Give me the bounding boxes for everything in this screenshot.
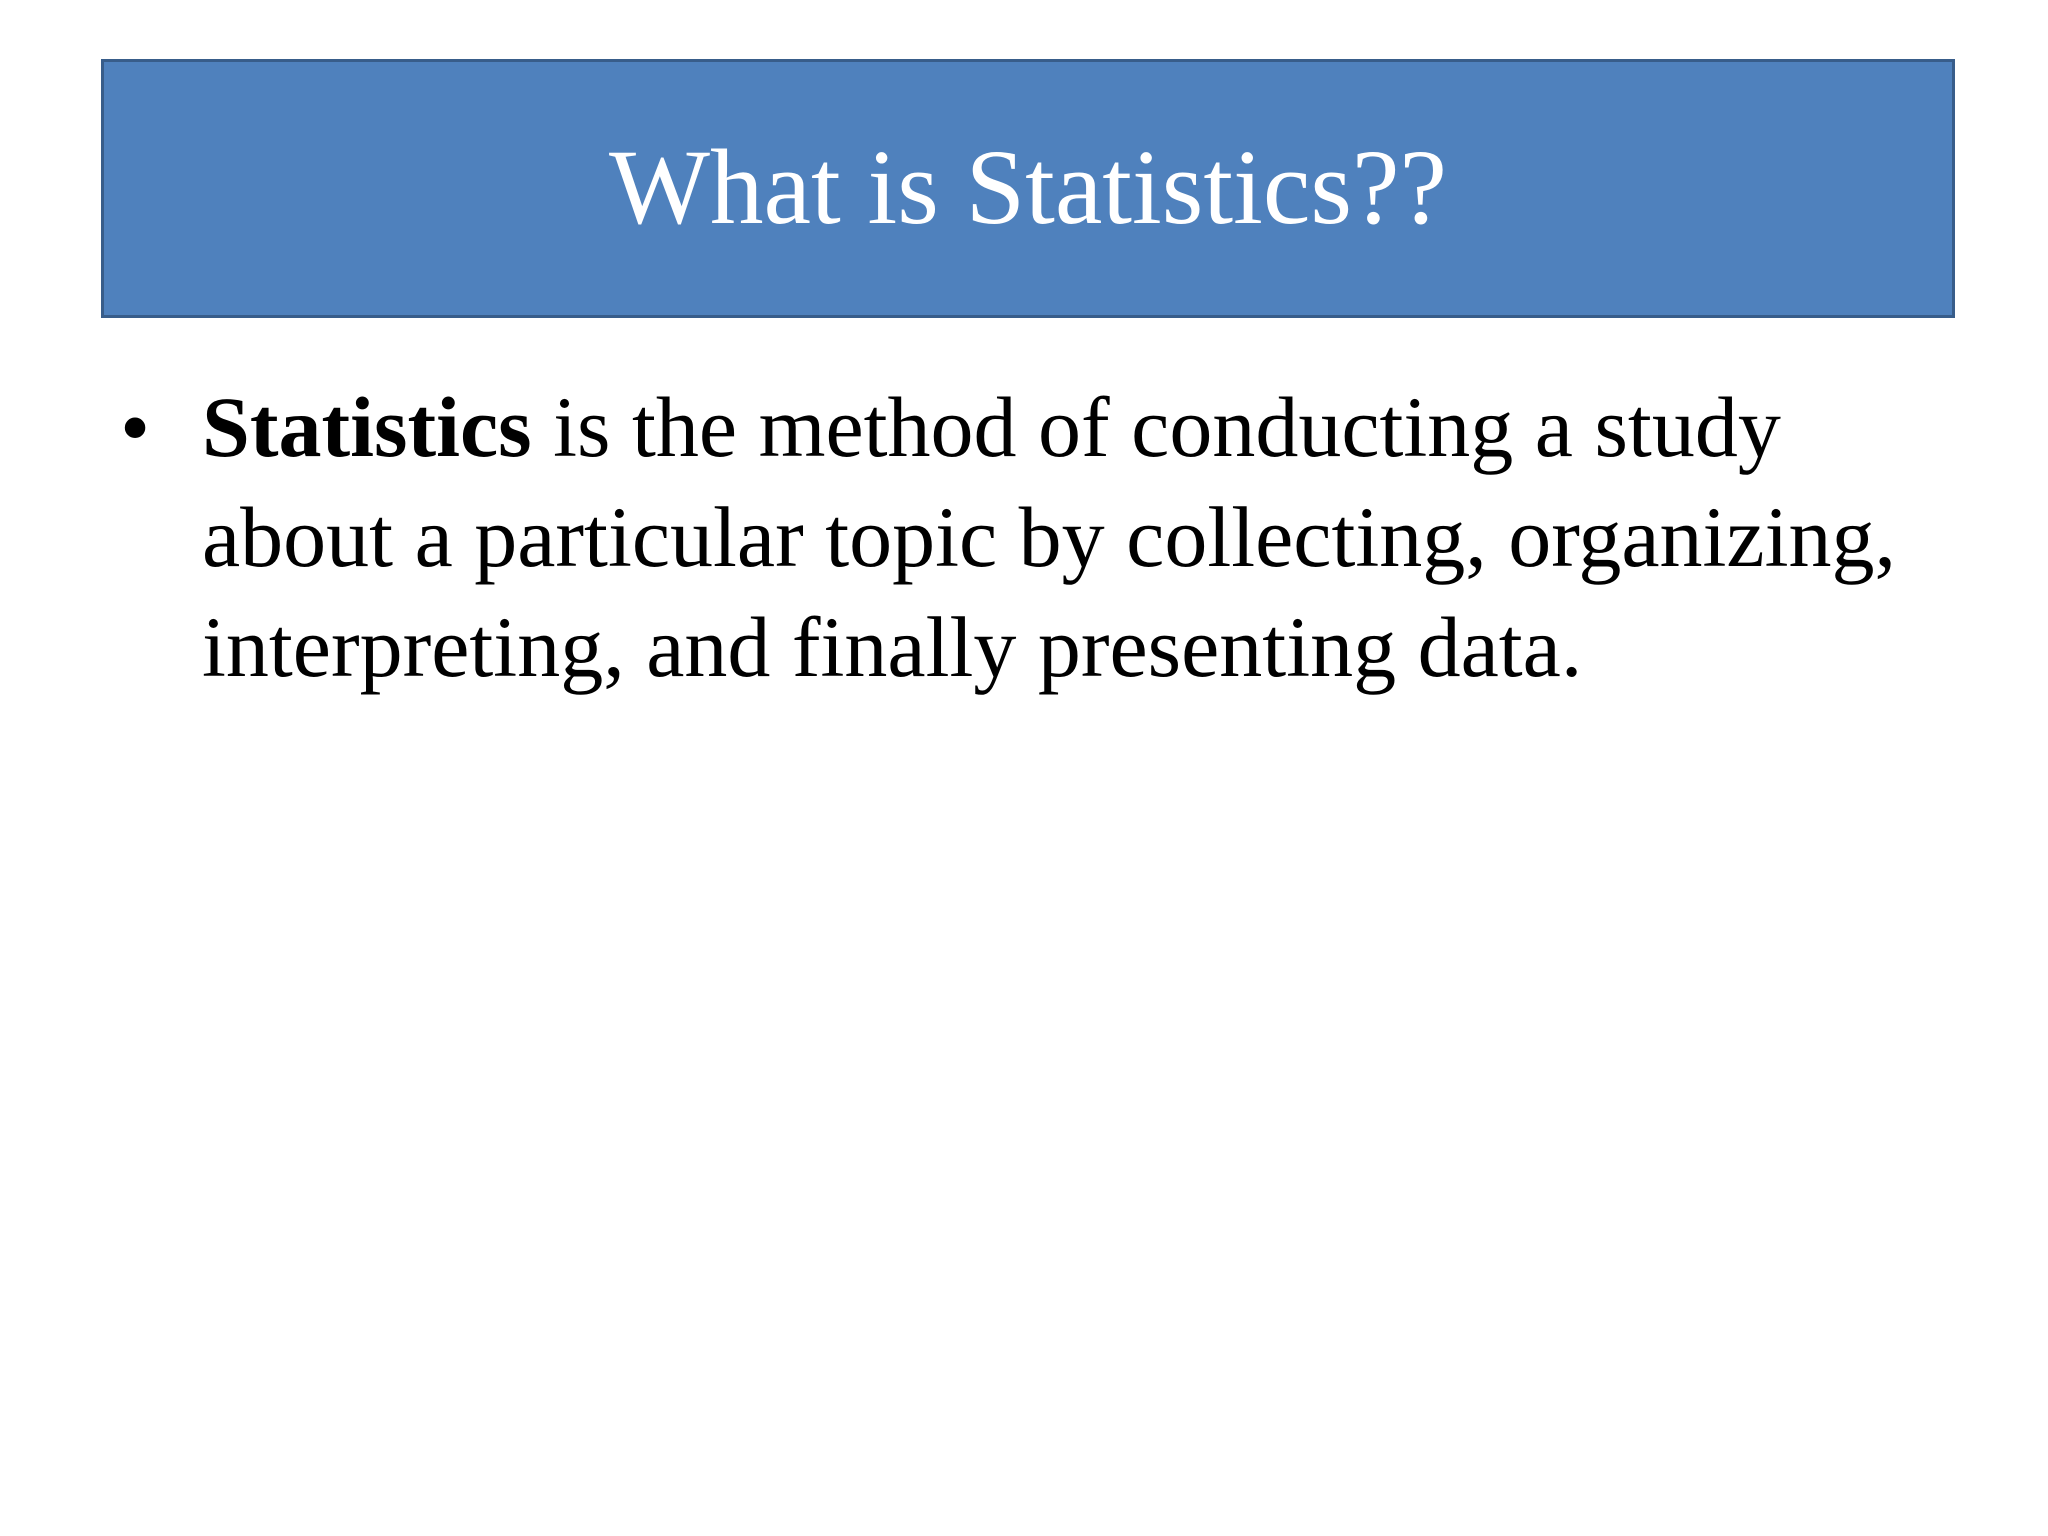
slide-title: What is Statistics?? [609,129,1447,247]
definition-text: is the method of conducting a study about a particular topic by collecting, organizing, interpreting, and finally presenting data. [202,379,1896,695]
slide-content [120,372,1920,702]
title-banner [101,59,1955,318]
bullet-item [120,372,1920,702]
bullet-icon: • [120,379,151,475]
definition-term: Statistics [202,379,532,475]
bullet-text [202,372,1920,702]
